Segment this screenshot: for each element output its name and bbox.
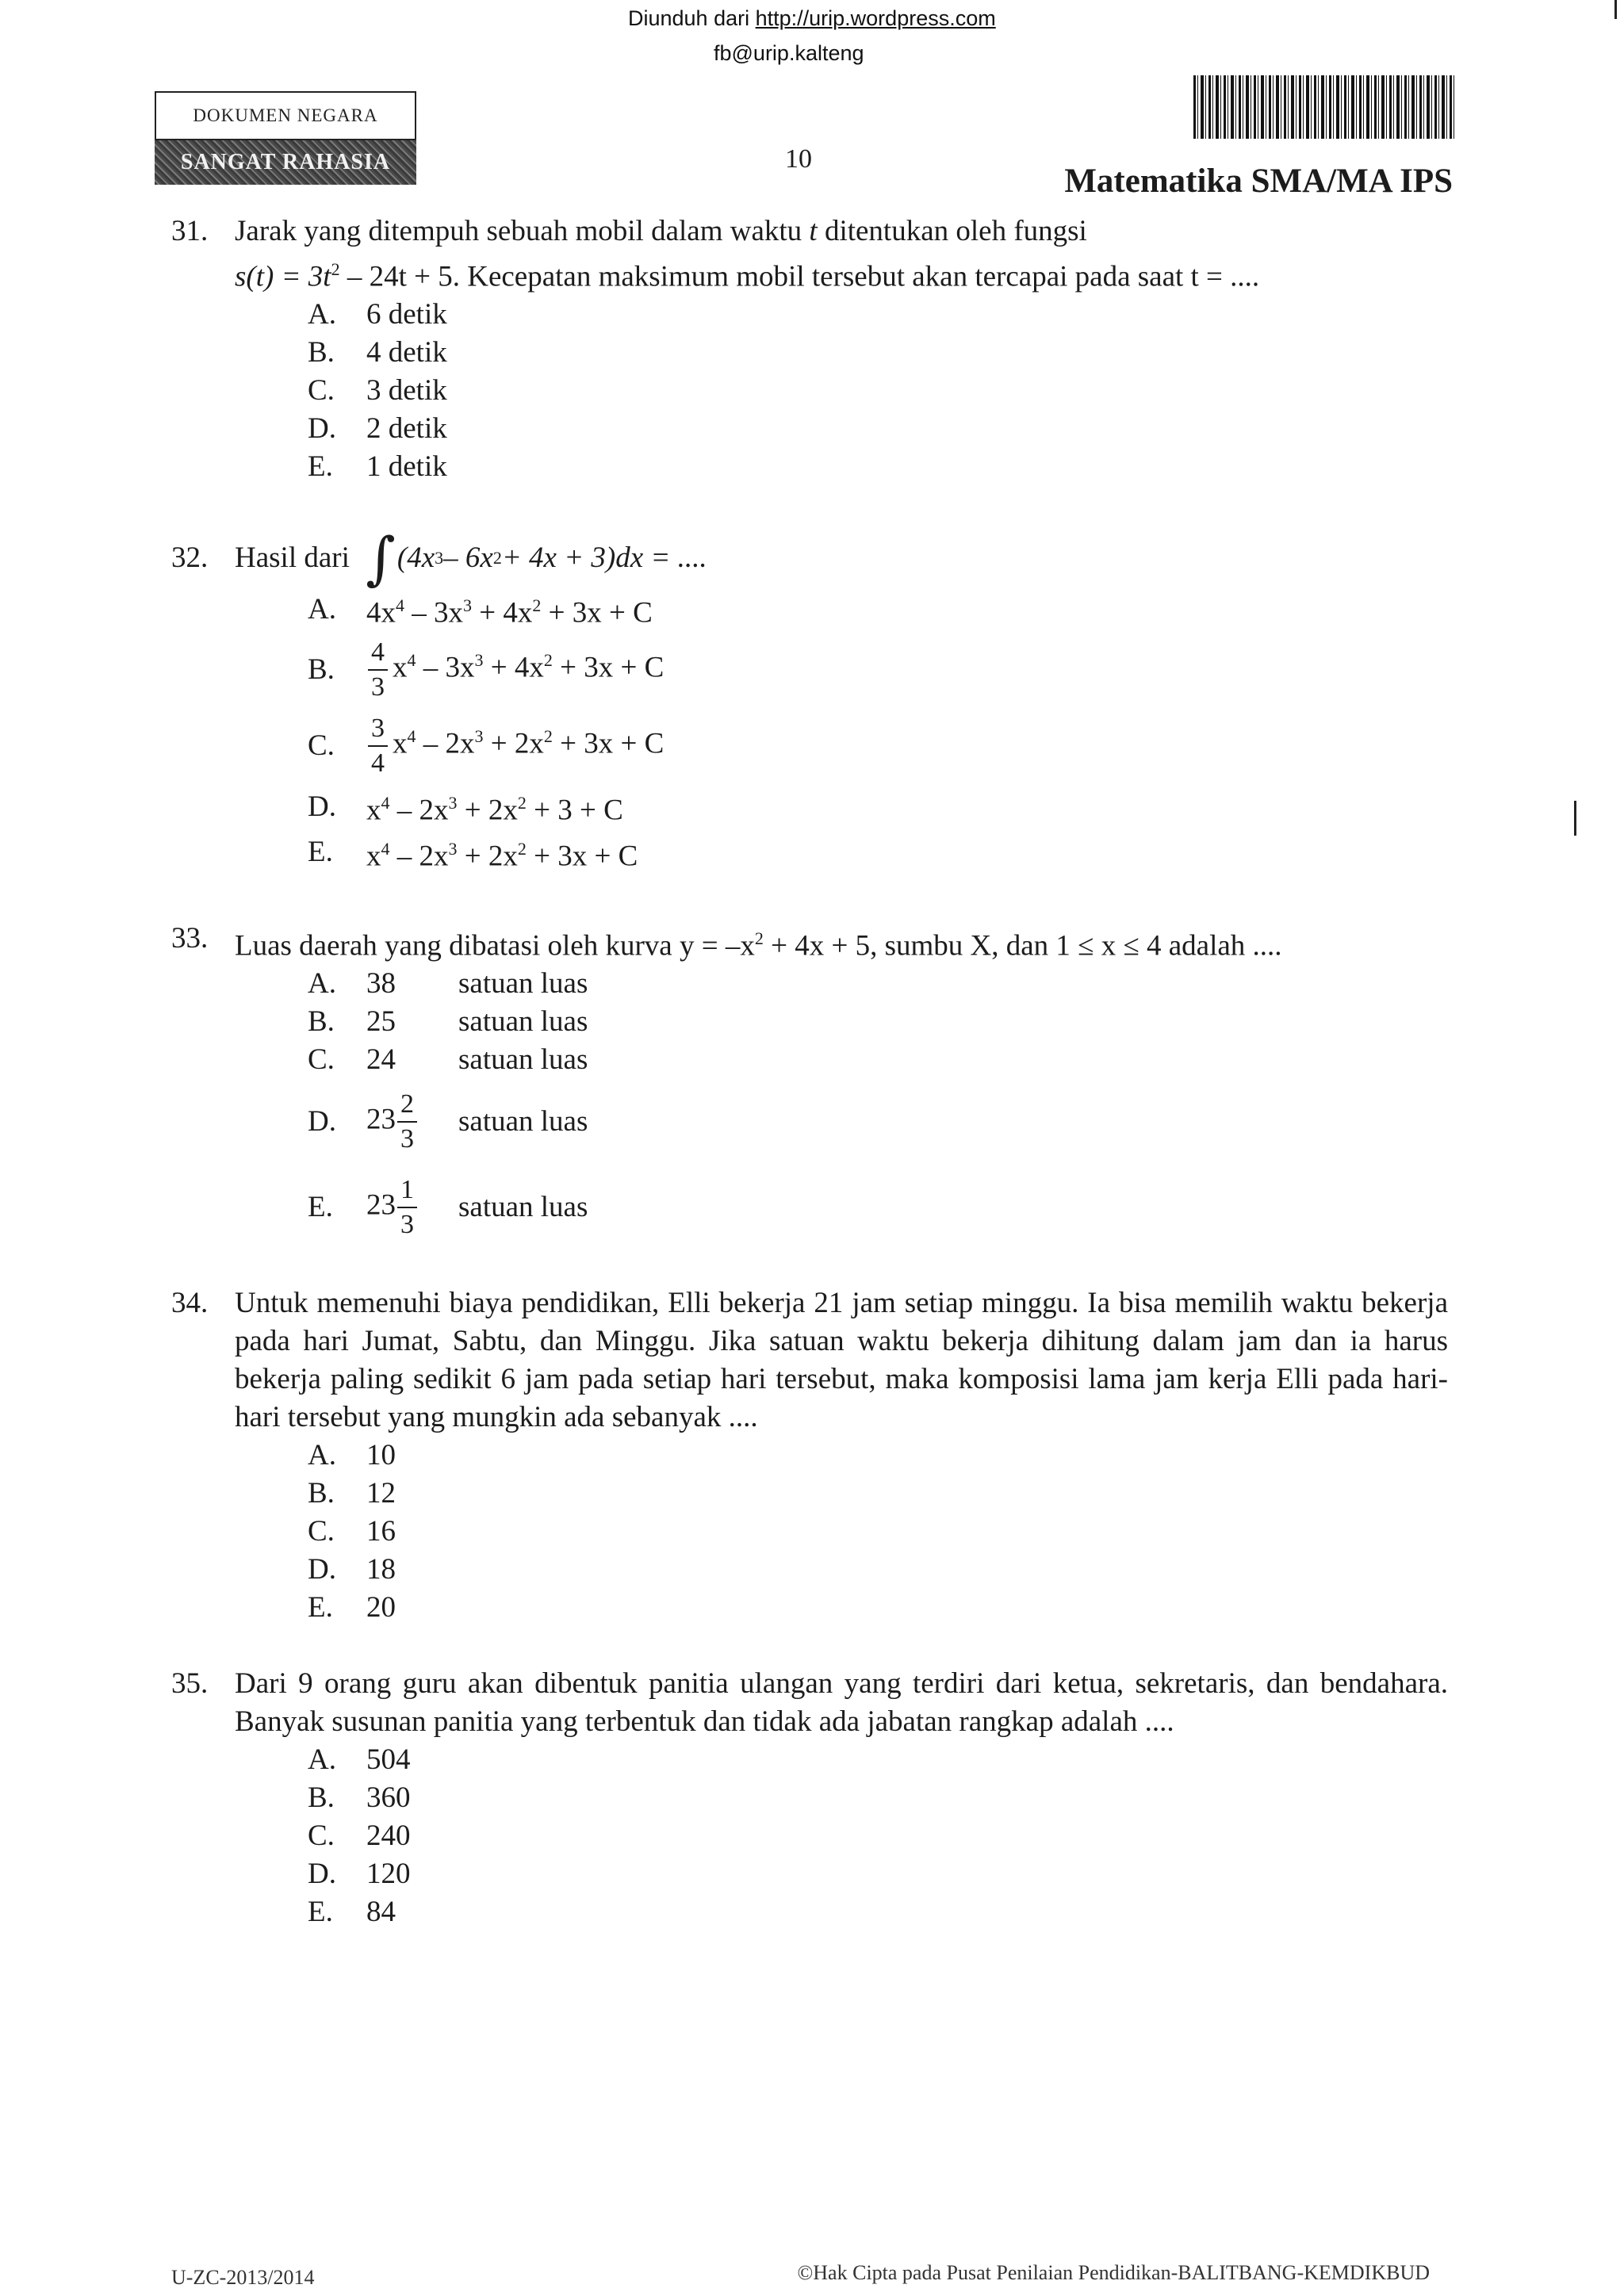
exponent: 3	[435, 548, 444, 568]
integrand: (4x	[396, 541, 435, 574]
option-value: 16	[366, 1515, 396, 1548]
question-34	[171, 1284, 1448, 1627]
option-label: A.	[308, 1439, 336, 1471]
question-number: 32.	[171, 541, 209, 574]
option-a[interactable]	[308, 1741, 1448, 1779]
option-value: 120	[366, 1858, 411, 1890]
source-line	[628, 6, 996, 31]
option-b[interactable]	[308, 1779, 1448, 1817]
option-label: C.	[308, 1043, 335, 1077]
source-prefix: Diunduh dari	[628, 6, 756, 30]
option-value: 23 $\frac{2}{3}$	[366, 1091, 414, 1153]
option-a[interactable]	[308, 587, 1448, 632]
option-value: 4 detik	[366, 336, 447, 369]
integrand: – 6x	[443, 541, 493, 574]
option-label: B.	[308, 1781, 335, 1814]
option-label: A.	[308, 592, 336, 626]
question-text-part: Hasil dari	[235, 541, 350, 574]
option-value: 1 detik	[366, 450, 447, 484]
option-label: A.	[308, 967, 336, 1001]
stamp-sangat-rahasia: SANGAT RAHASIA	[155, 140, 416, 185]
barcode-image	[1193, 75, 1455, 139]
options-list	[308, 965, 1448, 1250]
option-value: 84	[366, 1896, 396, 1928]
question-number: 35.	[171, 1667, 209, 1700]
options-list	[308, 296, 1448, 486]
option-value: 25	[366, 1005, 396, 1039]
scan-mark	[1574, 801, 1576, 836]
option-label: C.	[308, 1820, 335, 1852]
stamp-dokumen-negara: DOKUMEN NEGARA	[155, 91, 416, 140]
option-b[interactable]	[308, 632, 1448, 708]
option-label: D.	[308, 790, 336, 823]
option-e[interactable]	[308, 448, 1448, 486]
question-text-part: Jarak yang ditempuh sebuah mobil dalam waktu	[235, 215, 802, 247]
option-e[interactable]	[308, 1893, 1448, 1931]
option-value: 2 detik	[366, 412, 447, 446]
option-d[interactable]	[308, 784, 1448, 829]
option-value: $x^4 - 2x^3 + 2x^2 + 3x + C$	[366, 838, 638, 872]
source-url-link[interactable]: http://urip.wordpress.com	[755, 6, 996, 30]
variable-t: t	[809, 215, 818, 247]
fraction: $\frac{1}{3}$	[397, 1177, 417, 1238]
exponent: 2	[492, 548, 502, 568]
option-label: E.	[308, 450, 333, 484]
option-label: D.	[308, 1858, 336, 1890]
option-label: A.	[308, 298, 336, 331]
option-value: $\frac{3}{4}$ $x^4 - 2x^3 + 2x^2 + 3x + C$	[366, 715, 664, 777]
options-list	[308, 1741, 1448, 1931]
option-value: $\frac{4}{3}$ $x^4 - 3x^3 + 4x^2 + 3x + C$	[366, 639, 664, 701]
option-label: C.	[308, 374, 335, 408]
option-value: 6 detik	[366, 298, 447, 331]
option-value: 20	[366, 1591, 396, 1624]
option-value: $4x^4 - 3x^3 + 4x^2 + 3x + C$	[366, 595, 653, 629]
unit-label: satuan luas	[458, 1105, 588, 1138]
option-d[interactable]	[308, 410, 1448, 448]
option-label: C.	[308, 729, 335, 763]
option-label: E.	[308, 1591, 333, 1624]
option-d[interactable]	[308, 1855, 1448, 1893]
option-c[interactable]	[308, 708, 1448, 784]
option-label: B.	[308, 653, 335, 687]
options-list	[308, 587, 1448, 875]
option-label: E.	[308, 1896, 333, 1928]
option-d[interactable]	[308, 1551, 1448, 1589]
option-label: B.	[308, 1005, 335, 1039]
question-31	[171, 212, 1448, 486]
option-value: 3 detik	[366, 374, 447, 408]
question-number: 31.	[171, 215, 209, 247]
question-text	[235, 212, 1448, 296]
unit-label: satuan luas	[458, 967, 588, 1001]
question-text-part: – 24t + 5. Kecepatan maksimum mobil tersebut akan tercapai pada saat t = ....	[339, 260, 1260, 293]
question-35	[171, 1665, 1448, 1931]
option-label: D.	[308, 1105, 336, 1138]
scan-mark	[1614, 0, 1617, 19]
option-label: B.	[308, 336, 335, 369]
option-label: D.	[308, 1553, 336, 1586]
question-text-part: + 4x + 5, sumbu X, dan 1 ≤ x ≤ 4 adalah ....	[763, 929, 1282, 962]
option-c[interactable]	[308, 372, 1448, 410]
question-32	[171, 525, 1448, 875]
footer-code: U-ZC-2013/2014	[171, 2266, 315, 2289]
option-label: B.	[308, 1477, 335, 1510]
option-value: 10	[366, 1439, 396, 1471]
option-value: 24	[366, 1043, 396, 1077]
function-s: s(t) = 3t	[235, 260, 331, 293]
question-text-part: ditentukan oleh fungsi	[824, 215, 1087, 247]
unit-label: satuan luas	[458, 1191, 588, 1224]
integrand: + 4x + 3)dx = ....	[501, 541, 707, 574]
footer-copyright: ©Hak Cipta pada Pusat Penilaian Pendidikan-BALITBANG-KEMDIKBUD	[797, 2261, 1430, 2284]
fraction: $\frac{2}{3}$	[397, 1091, 417, 1153]
question-number: 33.	[171, 922, 209, 955]
integral-sign: ∫	[366, 525, 396, 591]
option-value: 240	[366, 1820, 411, 1852]
option-b[interactable]	[308, 1475, 1448, 1513]
option-value: 38	[366, 967, 396, 1001]
option-b[interactable]	[308, 1003, 1448, 1041]
option-value: 504	[366, 1743, 411, 1776]
question-text-part: Luas daerah yang dibatasi oleh kurva y = –x	[235, 929, 755, 962]
option-c[interactable]	[308, 1041, 1448, 1079]
option-label: A.	[308, 1743, 336, 1776]
question-text: Untuk memenuhi biaya pendidikan, Elli bekerja 21 jam setiap minggu. Ia bisa memilih waktu bekerja pada hari Jumat, Sabtu, dan Minggu. Jika satuan waktu bekerja dihitung dalam jam dan ia harus bekerja paling sedikit 6 jam pada setiap hari tersebut, maka komposisi lama jam kerja Elli pada hari-hari tersebut yang mungkin ada sebanyak ....	[235, 1287, 1448, 1433]
option-value: $x^4 - 2x^3 + 2x^2 + 3 + C$	[366, 793, 623, 827]
option-value: 18	[366, 1553, 396, 1586]
option-a[interactable]	[308, 965, 1448, 1003]
unit-label: satuan luas	[458, 1043, 588, 1077]
option-e[interactable]	[308, 1165, 1448, 1250]
question-text: Dari 9 orang guru akan dibentuk panitia ulangan yang terdiri dari ketua, sekretaris, dan bendahara. Banyak susunan panitia yang terbentuk dan tidak ada jabatan rangkap adalah ....	[235, 1667, 1448, 1738]
option-a[interactable]	[308, 1437, 1448, 1475]
page-number: 10	[785, 144, 812, 174]
question-number: 34.	[171, 1287, 209, 1319]
subject-title: Matematika SMA/MA IPS	[1064, 163, 1453, 200]
option-value: 360	[366, 1781, 411, 1814]
option-c[interactable]	[308, 1817, 1448, 1855]
question-33	[171, 920, 1448, 1250]
option-label: E.	[308, 1191, 333, 1224]
option-label: E.	[308, 836, 333, 869]
question-text	[235, 920, 1448, 965]
option-label: C.	[308, 1515, 335, 1548]
options-list	[308, 1437, 1448, 1627]
exponent: 2	[754, 928, 764, 948]
fraction: $\frac{4}{3}$	[368, 639, 388, 701]
option-e[interactable]	[308, 830, 1448, 875]
option-value: 12	[366, 1477, 396, 1510]
option-a[interactable]	[308, 296, 1448, 334]
option-d[interactable]	[308, 1079, 1448, 1165]
exponent: 2	[331, 259, 340, 279]
fraction: $\frac{3}{4}$	[368, 715, 388, 777]
unit-label: satuan luas	[458, 1005, 588, 1039]
option-c[interactable]	[308, 1513, 1448, 1551]
option-label: D.	[308, 412, 336, 446]
question-text	[235, 525, 1448, 591]
option-e[interactable]	[308, 1589, 1448, 1627]
option-b[interactable]	[308, 334, 1448, 372]
classification-stamp	[155, 91, 416, 193]
source-facebook: fb@urip.kalteng	[714, 41, 864, 65]
option-value: 23 $\frac{1}{3}$	[366, 1177, 414, 1238]
